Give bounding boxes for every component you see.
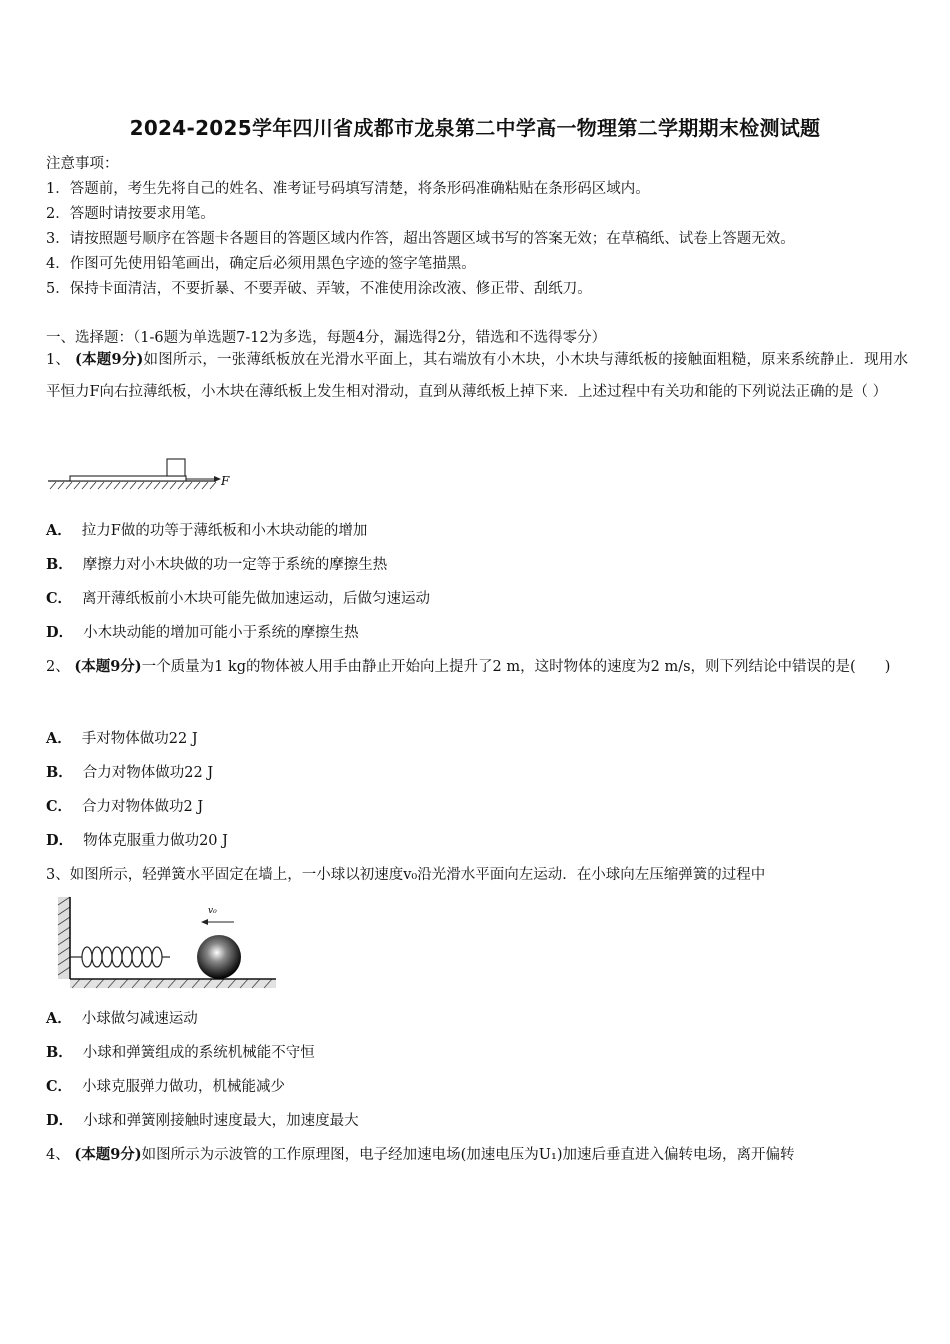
wood-block xyxy=(167,459,185,476)
question-1 xyxy=(46,344,908,408)
option-label: C． xyxy=(46,798,73,815)
question-2 xyxy=(46,648,908,686)
option-text: 拉力F做的功等于薄纸板和小木块动能的增加 xyxy=(81,523,368,539)
question-3-number: 3、 xyxy=(46,867,70,883)
option-label: D． xyxy=(46,624,74,641)
board-block-figure xyxy=(46,455,236,495)
question-4-score: (本题9分) xyxy=(74,1146,142,1163)
q1-option-d[interactable] xyxy=(46,621,359,642)
q2-option-b[interactable] xyxy=(46,761,213,782)
option-label: C． xyxy=(46,1078,73,1095)
notice-item-5: 5．保持卡面清洁，不要折暴、不要弄破、弄皱，不准使用涂改液、修正带、刮纸刀。 xyxy=(46,281,592,297)
option-text: 手对物体做功22 J xyxy=(81,731,198,747)
option-text: 摩擦力对小木块做的功一定等于系统的摩擦生热 xyxy=(82,557,388,573)
option-label: C． xyxy=(46,590,73,607)
option-label: D． xyxy=(46,832,74,849)
q1-option-a[interactable] xyxy=(46,519,367,540)
option-text: 小木块动能的增加可能小于系统的摩擦生热 xyxy=(83,625,359,641)
notice-item-2: 2．答题时请按要求用笔。 xyxy=(46,206,215,222)
option-text: 离开薄纸板前小木块可能先做加速运动，后做匀速运动 xyxy=(82,591,431,607)
question-3 xyxy=(46,863,765,884)
spring-ball-figure xyxy=(56,895,278,991)
option-label: D． xyxy=(46,1112,74,1129)
q2-option-c[interactable] xyxy=(46,795,203,816)
q2-option-d[interactable] xyxy=(46,829,228,850)
spring xyxy=(70,947,170,967)
notice-heading: 注意事项： xyxy=(46,156,119,172)
q3-option-d[interactable] xyxy=(46,1109,359,1130)
option-label: B． xyxy=(46,556,73,573)
q3-option-c[interactable] xyxy=(46,1075,285,1096)
question-1-text: 如图所示，一张薄纸板放在光滑水平面上，其右端放有小木块，小木块与薄纸板的接触面粗糙，原来系统静止．现用水平恒力F向右拉薄纸板，小木块在薄纸板上发生相对滑动，直到从薄纸板上掉下来．上述过程中有关功和能的下列说法正确的是（ ） xyxy=(46,352,909,400)
q1-option-c[interactable] xyxy=(46,587,430,608)
option-label: A． xyxy=(46,730,72,747)
question-2-number: 2、 xyxy=(46,659,70,675)
q1-option-b[interactable] xyxy=(46,553,387,574)
question-2-score: (本题9分) xyxy=(74,658,142,675)
q3-option-b[interactable] xyxy=(46,1041,315,1062)
question-2-text: 一个质量为1 kg的物体被人用手由静止开始向上提升了2 m，这时物体的速度为2 m/s，则下列结论中错误的是( ) xyxy=(141,659,891,675)
section-heading: 一、选择题：（1-6题为单选题7-12为多选，每题4分，漏选得2分，错选和不选得零分） xyxy=(46,330,607,346)
question-3-text: 如图所示，轻弹簧水平固定在墙上，一小球以初速度v₀沿光滑水平面向左运动．在小球向左压缩弹簧的过程中 xyxy=(69,867,766,883)
question-4-number: 4、 xyxy=(46,1147,70,1163)
option-text: 小球和弹簧刚接触时速度最大，加速度最大 xyxy=(83,1113,359,1129)
option-text: 合力对物体做功2 J xyxy=(82,799,204,815)
option-text: 小球和弹簧组成的系统机械能不守恒 xyxy=(82,1045,315,1061)
option-text: 小球做匀减速运动 xyxy=(81,1011,198,1027)
option-label: B． xyxy=(46,1044,73,1061)
velocity-label: v₀ xyxy=(208,906,217,916)
q3-option-a[interactable] xyxy=(46,1007,198,1028)
option-text: 物体克服重力做功20 J xyxy=(83,833,228,849)
question-1-score: (本题9分) xyxy=(74,351,144,368)
question-4 xyxy=(46,1143,795,1164)
question-1-number: 1、 xyxy=(46,352,71,368)
notice-item-3: 3．请按照题号顺序在答题卡各题目的答题区域内作答，超出答题区域书写的答案无效；在草稿纸、试卷上答题无效。 xyxy=(46,231,795,247)
option-label: B． xyxy=(46,764,73,781)
option-label: A． xyxy=(46,522,72,539)
paper-board xyxy=(70,476,186,481)
ball xyxy=(197,935,241,979)
q2-option-a[interactable] xyxy=(46,727,198,748)
option-text: 小球克服弹力做功，机械能减少 xyxy=(82,1079,286,1095)
notice-item-1: 1．答题前，考生先将自己的姓名、准考证号码填写清楚，将条形码准确粘贴在条形码区域内。 xyxy=(46,181,650,197)
question-4-text: 如图所示为示波管的工作原理图，电子经加速电场(加速电压为U₁)加速后垂直进入偏转电场，离开偏转 xyxy=(141,1147,795,1163)
option-label: A． xyxy=(46,1010,72,1027)
force-label: F xyxy=(221,474,230,488)
notice-item-4: 4．作图可先使用铅笔画出，确定后必须用黑色字迹的签字笔描黑。 xyxy=(46,256,476,272)
option-text: 合力对物体做功22 J xyxy=(82,765,214,781)
page-title: 2024-2025学年四川省成都市龙泉第二中学高一物理第二学期期末检测试题 xyxy=(129,116,821,140)
